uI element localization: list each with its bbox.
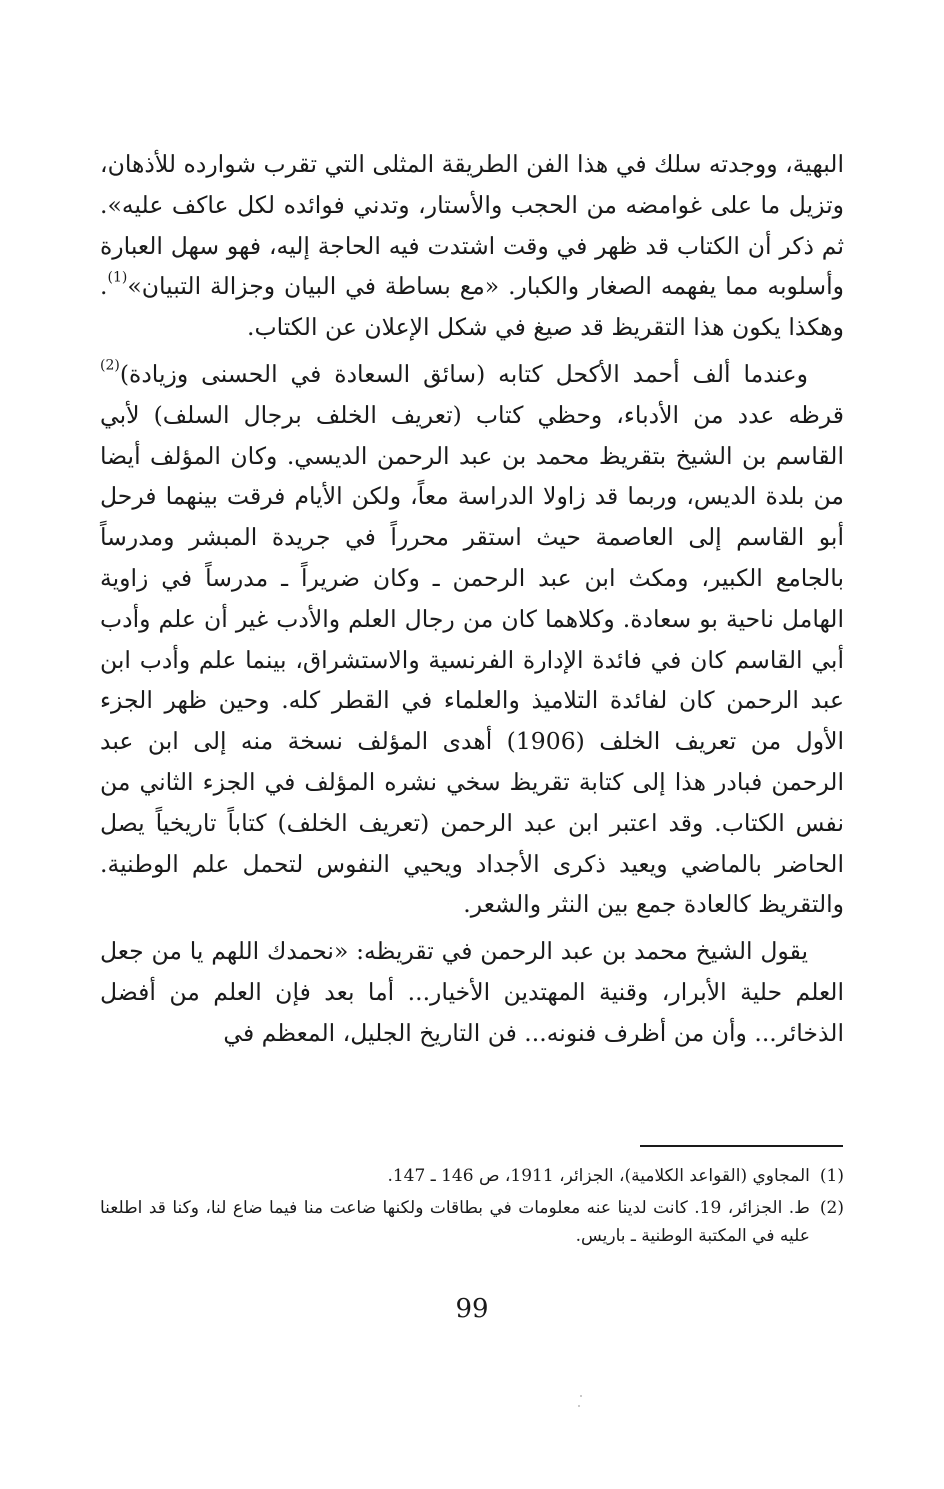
paragraph-2-text-b: قرظه عدد من الأدباء، وحظي كتاب (تعريف الخلف برجال السلف) لأبي القاسم بن الشيخ بتقريظ محمد بن عبد الرحمن الديسي. وكان المؤلف أيضا من بلدة الديس، وربما قد زاولا الدراسة معاً، ولكن الأيام فرقت بينهما فرحل أبو القاسم إلى العاصمة حيث استقر محرراً في جريدة المبشر ومدرساً بالجامع الكبير، ومكث ابن عبد الرحمن ـ وكان ضريراً ـ مدرساً في زاوية الهامل ناحية بو سعادة. وكلاهما كان من رجال العلم والأدب غير أن علم وأدب أبي القاسم كان في فائدة الإدارة الفرنسية والاستشراق، بينما علم وأدب ابن عبد الرحمن كان لفائدة التلاميذ والعلماء في القطر كله. وحين ظهر الجزء الأول من تعريف الخلف (1906) أهدى المؤلف نسخة منه إلى ابن عبد الرحمن فبادر هذا إلى كتابة تقريظ سخي نشره المؤلف في الجزء الثاني من نفس الكتاب. وقد اعتبر ابن عبد الرحمن (تعريف الخلف) كتاباً تاريخياً يصل الحاضر بالماضي ويعيد ذكرى الأجداد ويحيي النفوس لتحمل علم الوطنية. والتقريظ كالعادة جمع بين النثر والشعر. bbox=[100, 400, 844, 919]
footnote-ref-2: (2) bbox=[100, 357, 120, 374]
body-text bbox=[100, 144, 844, 1054]
paragraph-2 bbox=[100, 354, 844, 925]
scan-speck bbox=[578, 1405, 580, 1407]
footnote-1-text: المجاوي (القواعد الكلامية)، الجزائر، 1911، ص 146 ـ 147. bbox=[387, 1166, 810, 1186]
footnote-2-text: ط. الجزائر، 19. كانت لدينا عنه معلومات في بطاقات ولكنها ضاعت منا فيما ضاع لنا، وكنا قد اطلعنا عليه في المكتبة الوطنية ـ باريس. bbox=[100, 1198, 810, 1246]
scan-speck bbox=[580, 1395, 582, 1397]
footnote-1-number: (1) bbox=[819, 1166, 844, 1186]
footnote-2 bbox=[100, 1194, 844, 1250]
footnote-1 bbox=[100, 1162, 844, 1190]
paragraph-3-text: يقول الشيخ محمد بن عبد الرحمن في تقريظه: «نحمدك اللهم يا من جعل العلم حلية الأبرار، وقنية المهتدين الأخيار... أما بعد فإن العلم من أفضل الذخائر... وأن من أظرف فنونه... فن التاريخ الجليل، المعظم في bbox=[100, 937, 844, 1047]
footnote-divider bbox=[640, 1145, 843, 1147]
paragraph-3 bbox=[100, 931, 844, 1053]
footnote-2-number: (2) bbox=[819, 1198, 844, 1218]
paragraph-1 bbox=[100, 144, 844, 348]
footnote-ref-1: (1) bbox=[107, 269, 128, 286]
paragraph-1-text-b: . وهكذا يكون هذا التقريظ قد صيغ في شكل الإعلان عن الكتاب. bbox=[100, 272, 844, 342]
paragraph-1-text-a: البهية، ووجدته سلك في هذا الفن الطريقة المثلى التي تقرب شوارده للأذهان، وتزيل ما على غوامضه من الحجب والأستار، وتدني فوائده لكل عاكف عليه». ثم ذكر أن الكتاب قد ظهر في وقت اشتدت فيه الحاجة إليه، فهو سهل العبارة وأسلوبه مما يفهمه الصغار والكبار. «مع بساطة في البيان وجزالة التبيان» bbox=[100, 150, 844, 301]
page-number: 99 bbox=[455, 1294, 489, 1324]
paragraph-2-text-a: وعندما ألف أحمد الأكحل كتابه (سائق السعادة في الحسنى وزيادة) bbox=[119, 359, 808, 388]
footnotes bbox=[100, 1162, 844, 1254]
